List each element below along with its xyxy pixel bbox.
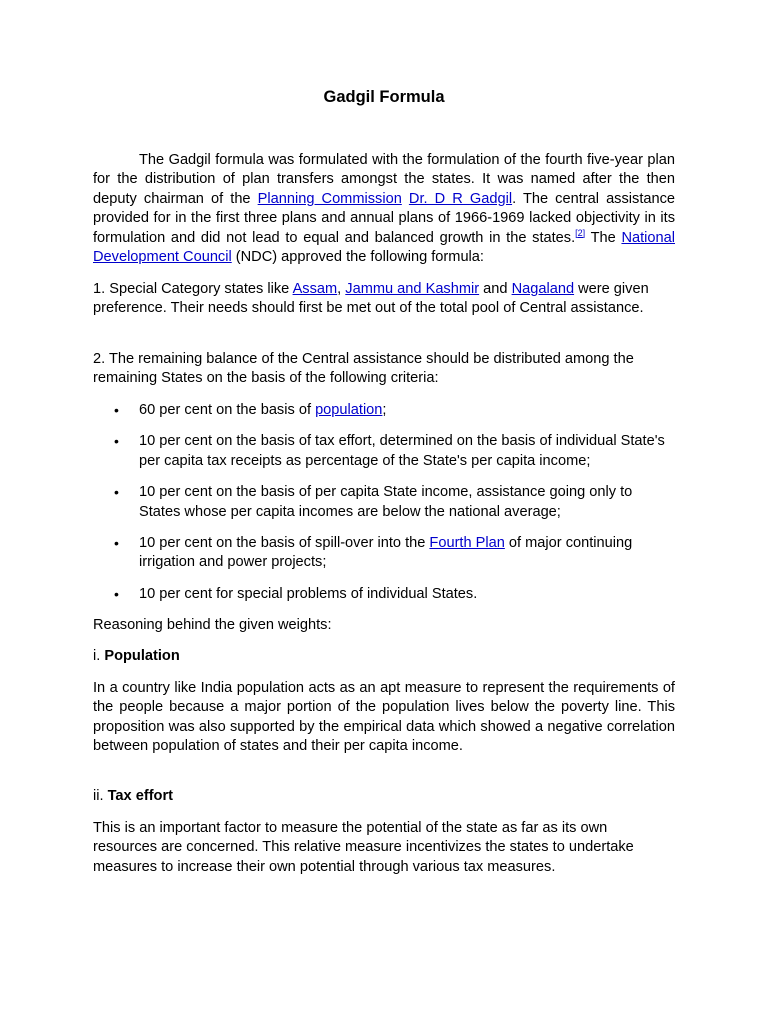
assam-link[interactable]: Assam <box>292 281 338 297</box>
point-1-text-2: were given preference. Their needs should first be met out of the total pool of Central assistance. <box>93 281 649 317</box>
criterion-4-post: of major continuing irrigation and power projects; <box>139 535 633 571</box>
criterion-2-text: 10 per cent on the basis of tax effort, determined on the basis of individual State's per capita tax receipts as percentage of the State's per capita income; <box>139 433 665 469</box>
list-item <box>93 534 675 573</box>
intro-text-3: . The central assistance provided for in the first three plans and annual plans of 1966-1969 lacked objectivity in its formulation and did not lead to equal and balanced growth in the states. <box>93 190 676 246</box>
intro-text-1: The Gadgil formula was formulated with the formulation of the fourth five-year plan for the distribution of plan transfers amongst the states. It was named after the then deputy chairman of the <box>93 152 675 207</box>
criterion-4-text: 10 per cent on the basis of spill-over into the <box>139 535 430 552</box>
reference-2-link[interactable]: [2] <box>575 227 586 238</box>
criterion-3-text: 10 per cent on the basis of per capita State income, assistance going only to States whose per capita incomes are below the national average; <box>139 484 633 520</box>
planning-commission-link[interactable]: Planning Commission <box>257 190 402 207</box>
gadgil-link[interactable]: Dr. D R Gadgil <box>408 190 513 207</box>
reasoning-line: Reasoning behind the given weights: <box>93 617 332 633</box>
list-item <box>93 432 675 471</box>
list-item <box>93 401 675 420</box>
list-item <box>93 585 675 604</box>
point-2-paragraph: 2. The remaining balance of the Central assistance should be distributed among the remaining States on the basis of the following criteria: <box>93 351 634 387</box>
ndc-link[interactable]: National Development Council <box>93 229 675 266</box>
fourth-plan-link[interactable]: Fourth Plan <box>429 535 505 552</box>
section-i-heading <box>93 647 675 666</box>
population-link[interactable]: population <box>315 402 383 418</box>
intro-text-4: The <box>585 229 622 246</box>
bullet-icon: • <box>114 484 119 501</box>
section-ii-heading <box>93 787 675 806</box>
intro-text-5: (NDC) approved the following formula: <box>231 249 484 266</box>
section-ii-body: This is an important factor to measure the potential of the state as far as its own resources are concerned. This relative measure incentivizes the states to undertake measures to increase their own potential through various tax measures. <box>93 820 634 875</box>
point-1-paragraph <box>93 280 675 319</box>
criterion-1-text: 60 per cent on the basis of <box>139 402 316 418</box>
section-i-body: In a country like India population acts as an apt measure to represent the requirements of the people because a major portion of the population lives below the poverty line. This proposition was also supported by the empirical data which showed a negative correlation between population of states and their per capita income. <box>93 680 675 755</box>
intro-text-2 <box>402 191 409 207</box>
criterion-1-post: ; <box>382 402 387 418</box>
page-title: Gadgil Formula <box>323 88 445 106</box>
section-ii-title: Tax effort <box>107 788 174 804</box>
criteria-list <box>93 401 675 616</box>
jammu-kashmir-link[interactable]: Jammu and Kashmir <box>345 281 480 297</box>
bullet-icon: • <box>114 402 119 418</box>
bullet-icon: • <box>114 535 119 552</box>
point-1-sep-2: and <box>479 281 512 297</box>
section-i-title: Population <box>104 648 180 664</box>
list-item <box>93 483 675 522</box>
criterion-5-text: 10 per cent for special problems of individual States. <box>139 585 478 602</box>
point-1-text-1: 1. Special Category states like <box>93 281 293 297</box>
nagaland-link[interactable]: Nagaland <box>511 281 575 297</box>
intro-paragraph <box>93 151 675 267</box>
section-ii-number: ii. <box>93 788 108 804</box>
bullet-icon: • <box>114 585 119 602</box>
section-i-number: i. <box>93 648 105 664</box>
bullet-icon: • <box>114 433 119 450</box>
point-1-sep-1: , <box>337 281 346 297</box>
